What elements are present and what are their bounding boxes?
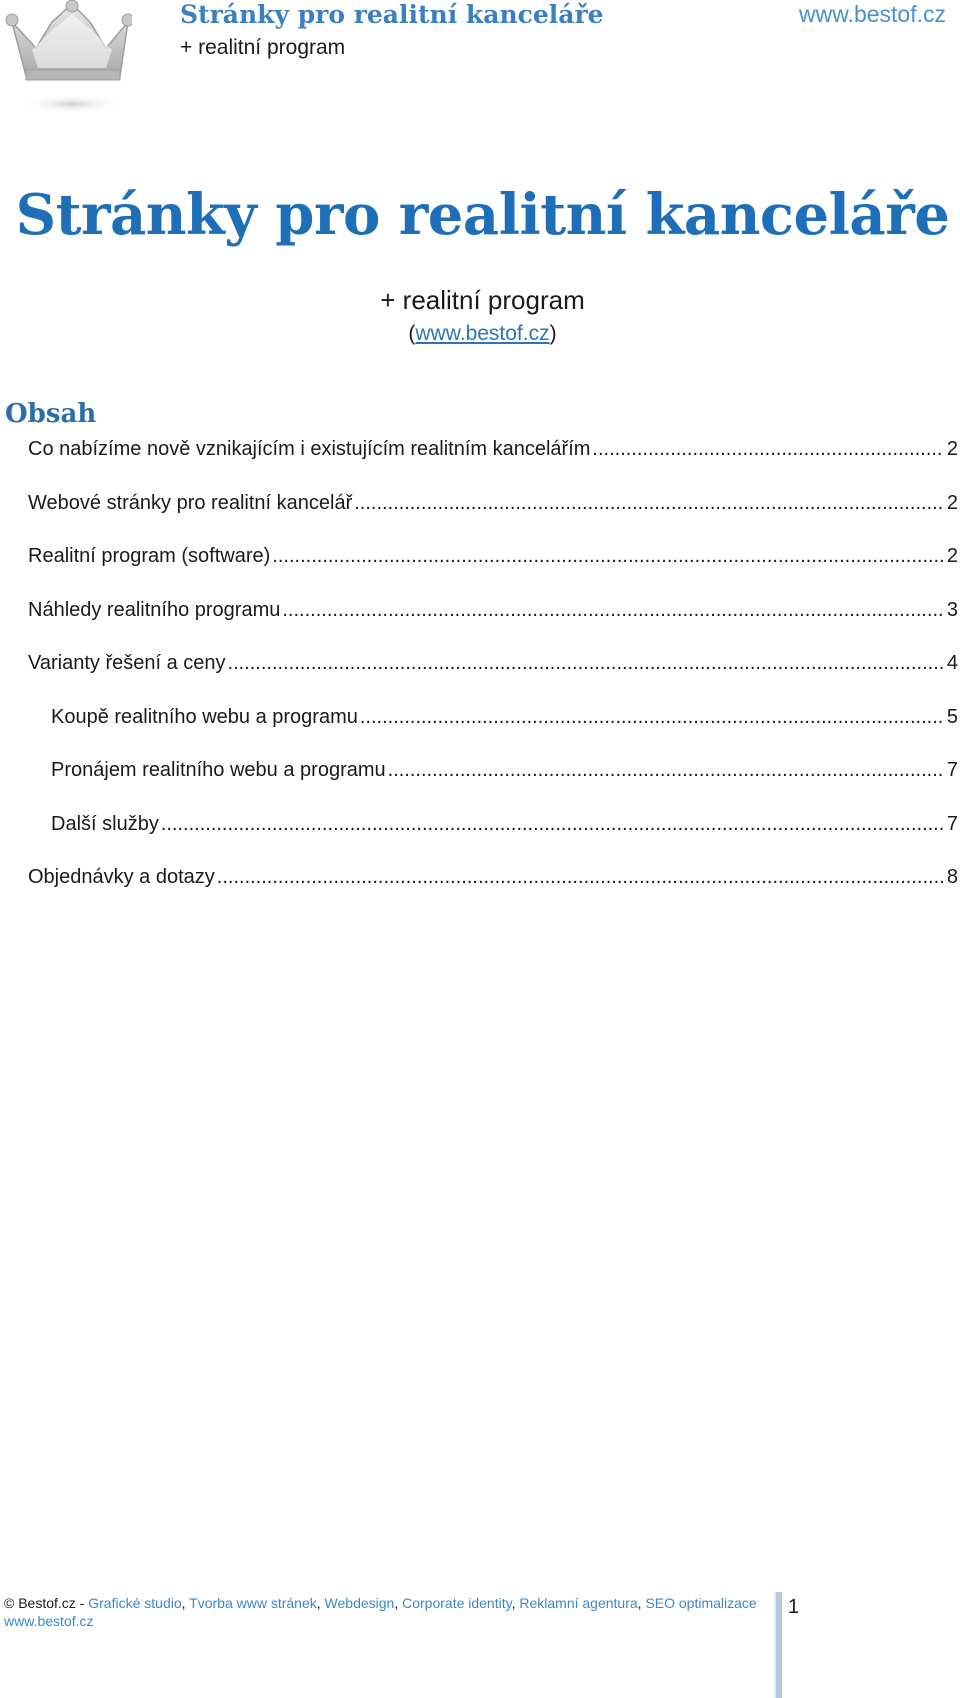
document-url-link[interactable]: www.bestof.cz [415, 322, 550, 345]
url-open-paren: ( [408, 322, 416, 345]
footer-comma: , [394, 1595, 403, 1611]
toc-item-label: Koupě realitního webu a programu [51, 705, 358, 728]
toc-leader-dots [161, 813, 943, 836]
toc-item-page: 7 [946, 759, 958, 781]
footer-copyright: © Bestof.cz [4, 1595, 76, 1611]
footer-url-link[interactable]: www.bestof.cz [4, 1613, 94, 1629]
header-title: Stránky pro realitní kanceláře [180, 0, 604, 29]
document-subtitle: + realitní program [380, 285, 585, 315]
toc-item-label: Další služby [51, 812, 159, 835]
toc-item[interactable] [28, 545, 958, 568]
document-url [0, 322, 960, 346]
toc-item-label: Realitní program (software) [28, 545, 271, 567]
toc-item[interactable] [51, 759, 958, 782]
toc-item-label: Co nabízíme nově vznikajícím i existujícím realitním kancelářím [28, 438, 591, 460]
toc-leader-dots [228, 652, 943, 675]
toc-leader-dots [217, 866, 943, 889]
toc-heading: Obsah [5, 399, 97, 429]
footer-dash: - [75, 1595, 89, 1611]
toc-item[interactable] [28, 438, 958, 461]
footer-link-webdesign[interactable]: Webdesign [324, 1595, 395, 1611]
document-title: Stránky pro realitní kanceláře [15, 182, 950, 248]
toc-item-label: Webové stránky pro realitní kancelář [28, 491, 353, 514]
toc-item[interactable] [28, 652, 958, 675]
url-close-paren: ) [549, 322, 557, 345]
footer-comma: , [181, 1595, 190, 1611]
header-url-link[interactable]: www.bestof.cz [799, 1, 946, 27]
toc-leader-dots [282, 599, 943, 622]
toc-item-label: Objednávky a dotazy [28, 866, 215, 888]
toc-item-page: 5 [946, 705, 958, 728]
toc-item-page: 4 [946, 652, 958, 674]
toc-item-page: 3 [946, 598, 958, 621]
toc-leader-dots [388, 759, 943, 782]
footer-link-graficke-studio[interactable]: Grafické studio [88, 1595, 182, 1611]
toc-item-label: Pronájem realitního webu a programu [51, 759, 386, 781]
crown-logo-icon [2, 0, 132, 118]
footer-link-reklamni-agentura[interactable]: Reklamní agentura [519, 1595, 638, 1611]
toc-leader-dots [272, 545, 943, 568]
toc-item-page: 2 [946, 491, 958, 514]
toc-item-page: 2 [946, 545, 958, 567]
footer-link-corporate-identity[interactable]: Corporate identity [402, 1595, 512, 1611]
toc-item[interactable] [28, 599, 958, 622]
footer-comma: , [316, 1595, 325, 1611]
toc-item[interactable] [28, 866, 958, 889]
footer-link-seo[interactable]: SEO optimalizace [645, 1595, 757, 1611]
toc-item-page: 8 [946, 866, 958, 888]
toc-leader-dots [592, 438, 942, 461]
footer-comma: , [637, 1595, 646, 1611]
toc-item[interactable] [51, 813, 958, 836]
footer-line [4, 1594, 757, 1612]
footer-comma: , [511, 1595, 520, 1611]
header-subtitle: + realitní program [180, 36, 346, 59]
toc-item[interactable] [28, 492, 958, 515]
toc-item-label: Varianty řešení a ceny [28, 652, 226, 674]
page-number: 1 [788, 1596, 800, 1618]
toc-leader-dots [360, 706, 943, 729]
toc-leader-dots [354, 492, 943, 515]
footer-divider-bar [774, 1592, 782, 1698]
footer-link-tvorba-www[interactable]: Tvorba www stránek [189, 1595, 317, 1611]
toc-item-page: 2 [946, 438, 958, 460]
toc-item[interactable] [51, 706, 958, 729]
toc-item-label: Náhledy realitního programu [28, 598, 281, 621]
toc-item-page: 7 [946, 812, 958, 835]
